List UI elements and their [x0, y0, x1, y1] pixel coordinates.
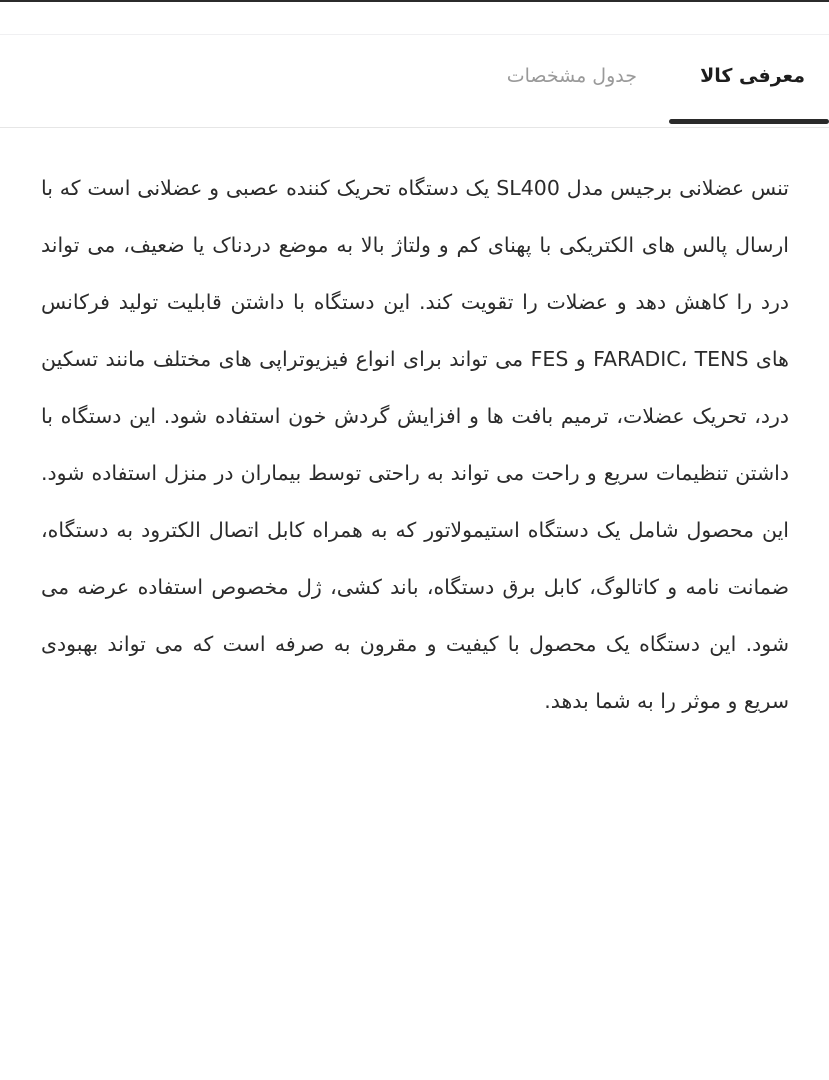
active-tab-indicator: [669, 119, 829, 124]
product-tabs: [0, 35, 829, 128]
tab-product-introduction[interactable]: معرفی کالا: [700, 65, 805, 87]
product-description: تنس عضلانی برجیس مدل SL400 یک دستگاه تحریک کننده عصبی و عضلانی است که با ارسال پالس های الکتریکی با پهنای کم و ولتاژ بالا به موضع دردناک یا ضعیف، می تواند درد را کاهش دهد و عضلات را تقویت کند. این دستگاه با داشتن قابلیت تولید فرکانس های FARADIC، TENS و FES می تواند برای انواع فیزیوتراپی های مختلف مانند تسکین درد، تحریک عضلات، ترمیم بافت ها و افزایش گردش خون استفاده شود. این دستگاه با داشتن تنظیمات سریع و راحت می تواند به راحتی توسط بیماران در منزل استفاده شود. این محصول شامل یک دستگاه استیمولاتور که به همراه کابل اتصال الکترود به دستگاه، ضمانت نامه و کاتالوگ، کابل برق دستگاه، باند کشی، ژل مخصوص استفاده عرضه می شود. این دستگاه یک محصول با کیفیت و مقرون به صرفه است که می تواند بهبودی سریع و موثر را به شما بدهد.: [41, 176, 789, 713]
top-border: [0, 0, 829, 2]
tab-specifications-table[interactable]: جدول مشخصات: [506, 65, 637, 87]
tabs-divider: [0, 127, 829, 128]
